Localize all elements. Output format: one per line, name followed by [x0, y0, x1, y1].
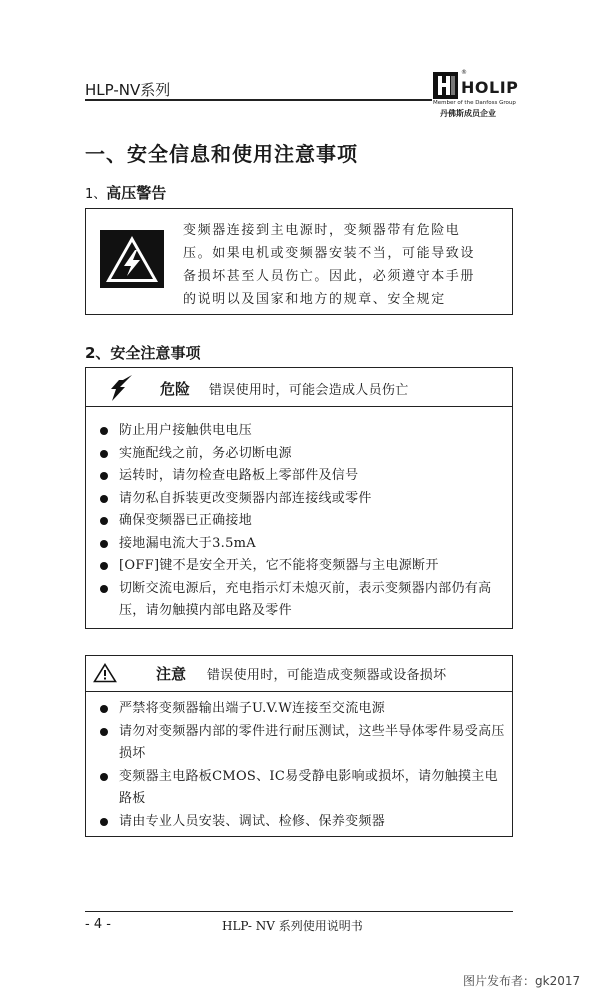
- warning-line: 变频器连接到主电源时，变频器带有危险电: [183, 223, 461, 238]
- warning-line: 备损坏甚至人员伤亡。因此，必须遵守本手册: [183, 269, 476, 284]
- warning-line: 的说明以及国家和地方的规章、安全规定: [183, 292, 446, 307]
- high-voltage-warning-text: [183, 219, 508, 311]
- danger-label: 危险: [160, 380, 191, 398]
- danger-header-rule: [85, 406, 513, 407]
- lightning-icon: [110, 374, 134, 402]
- caution-item: 请勿对变频器内部的零件进行耐压测试，这些半导体零件易受高压损坏: [93, 721, 509, 766]
- danger-item: 请勿私自拆装更改变频器内部连接线或零件: [93, 488, 509, 511]
- caution-label: 注意: [156, 665, 187, 683]
- section-1-label: 高压警告: [106, 184, 167, 202]
- high-voltage-icon: [100, 230, 164, 288]
- caution-item: 严禁将变频器输出端子U.V.W连接至交流电源: [93, 698, 509, 721]
- page-number: - 4 -: [85, 917, 111, 932]
- danger-list: [93, 420, 509, 623]
- logo-name: HOLIP: [461, 78, 519, 97]
- warning-line: 压。如果电机或变频器安装不当，可能导致设: [183, 246, 476, 261]
- danger-item: 实施配线之前，务必切断电源: [93, 443, 509, 466]
- image-credit: 图片发布者：gk2017: [463, 974, 581, 988]
- section-2-heading: 2、安全注意事项: [85, 344, 201, 362]
- danger-item: 切断交流电源后，充电指示灯未熄灭前，表示变频器内部仍有高压，请勿触摸内部电路及零件: [93, 578, 509, 623]
- caution-list: [93, 698, 509, 833]
- holip-logo: [433, 69, 525, 118]
- caution-item: 请由专业人员安装、调试、检修、保养变频器: [93, 811, 509, 834]
- danger-item: 防止用户接触供电电压: [93, 420, 509, 443]
- section-1-heading: [85, 182, 166, 203]
- holip-logo-mark: [433, 72, 459, 100]
- registered-mark: ®: [461, 69, 467, 76]
- danger-item: 确保变频器已正确接地: [93, 510, 509, 533]
- caution-description: 错误使用时，可能造成变频器或设备损坏: [207, 668, 447, 683]
- danger-item: 接地漏电流大于3.5mA: [93, 533, 509, 556]
- page-title: 一、安全信息和使用注意事项: [85, 142, 358, 166]
- footer-rule: [85, 911, 513, 912]
- caution-header-rule: [85, 691, 513, 692]
- header-rule: [85, 99, 432, 101]
- caution-item: 变频器主电路板CMOS、IC易受静电影响或损坏，请勿触摸主电路板: [93, 766, 509, 811]
- footer-title: HLP- NV 系列使用说明书: [222, 919, 363, 933]
- danger-item: 运转时，请勿检查电路板上零部件及信号: [93, 465, 509, 488]
- danger-description: 错误使用时，可能会造成人员伤亡: [209, 383, 409, 398]
- danger-item: [OFF]键不是安全开关，它不能将变频器与主电源断开: [93, 555, 509, 578]
- section-1-number: 1、: [85, 187, 107, 202]
- logo-member-text: Member of the Danfoss Group: [433, 100, 516, 106]
- warning-triangle-icon: [93, 663, 117, 683]
- logo-cn-text: 丹佛斯成员企业: [440, 109, 496, 118]
- series-label: HLP-NV系列: [85, 81, 171, 99]
